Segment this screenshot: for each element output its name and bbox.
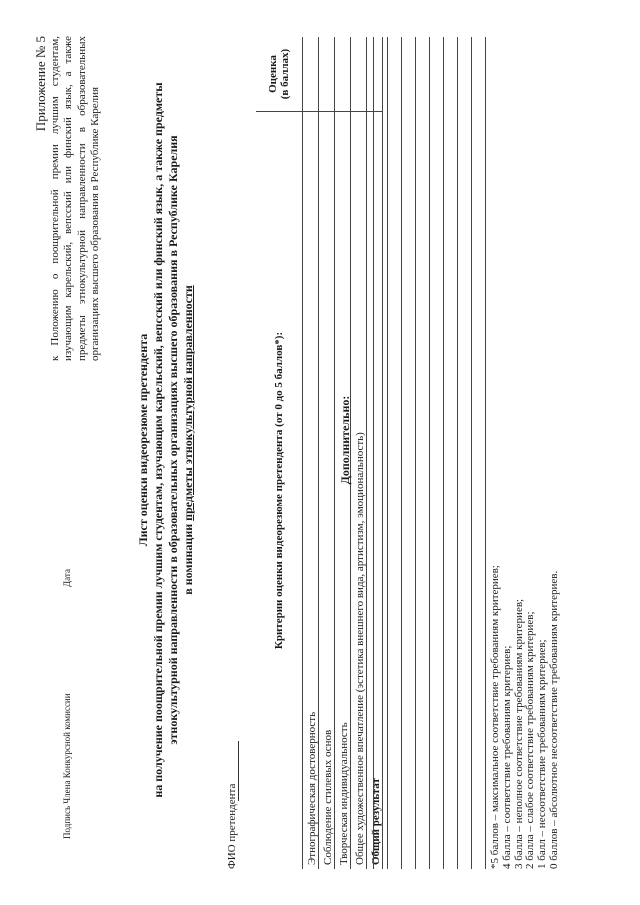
appendix-block [34, 36, 103, 361]
note-line: *5 баллов – максимальное соответствие требованиям критериев; [489, 565, 501, 869]
score-cell[interactable] [303, 37, 319, 112]
write-line[interactable] [444, 37, 458, 869]
note-line: 1 балл – несоответствие требованиям критериев; [536, 639, 549, 869]
write-line[interactable] [458, 37, 472, 869]
criteria-header-row [256, 37, 303, 869]
fio-fill-line [238, 741, 239, 801]
date-label: Дата [62, 569, 72, 587]
write-line[interactable] [360, 37, 374, 869]
note-line: 0 баллов – абсолютное несоответствие требованиям критериев. [547, 570, 560, 869]
appendix-text: к Положению о поощрительной премии лучшим студентам, изучающим карельский, вепсский или финский язык, а также предметы этнокультурной направленности в образовательных организациях высшего образования в Республике Карелия [48, 36, 101, 361]
criterion-label: Соблюдение стилевых основ [319, 112, 335, 870]
criteria-row [303, 37, 319, 869]
nomination-prefix: в номинации [181, 520, 195, 595]
criterion-label: Общее художественное впечатление (эстетика внешнего вида, артистизм, эмоциональность) [351, 112, 367, 870]
write-line[interactable] [430, 37, 444, 869]
fio-label: ФИО претендента [226, 783, 238, 869]
additional-lines[interactable] [360, 37, 486, 869]
scoring-notes [490, 565, 561, 869]
write-line[interactable] [388, 37, 402, 869]
write-line[interactable] [472, 37, 486, 869]
criteria-row [319, 37, 335, 869]
criterion-label: Этнографическая достоверность [303, 112, 319, 870]
write-line[interactable] [416, 37, 430, 869]
note-line: 3 балла – неполное соответствие требованиям критериев; [512, 598, 525, 869]
criteria-header: Критерии оценки видеорезюме претендента (от 0 до 5 баллов*): [256, 112, 303, 870]
nomination-name: предметы этнокультурной направленности [181, 285, 195, 521]
score-cell[interactable] [319, 37, 335, 112]
appendix-number: Приложение № 5 [33, 36, 48, 132]
title-line-2: на получение поощрительной премии лучшим студентам, изучающим карельский, вепсский или финский язык, а также предметы [151, 82, 165, 798]
write-line[interactable] [402, 37, 416, 869]
signature-label: Подпись Члена Конкурсной комиссии [62, 693, 72, 839]
total-label: Общий результат [367, 112, 383, 870]
write-line[interactable] [374, 37, 388, 869]
additional-heading: Дополнительно: [338, 395, 352, 485]
title-line-1: Лист оценки видеорезюме претендента [136, 333, 150, 547]
document-title [136, 35, 196, 845]
score-header [256, 37, 303, 112]
criterion-label: Творческая индивидуальность [335, 112, 351, 870]
title-line-4 [181, 35, 196, 845]
note-line: 4 балла – соответствие требованиям критериев; [500, 645, 513, 869]
score-header-line-1: Оценка [267, 55, 279, 93]
score-header-line-2: (в баллах) [279, 48, 291, 100]
note-line: 2 балла – слабое соответствие требованиям критериев; [524, 611, 537, 869]
title-line-3: этнокультурной направленности в образовательных организациях высшего образования в Республике Карелия [166, 135, 180, 745]
